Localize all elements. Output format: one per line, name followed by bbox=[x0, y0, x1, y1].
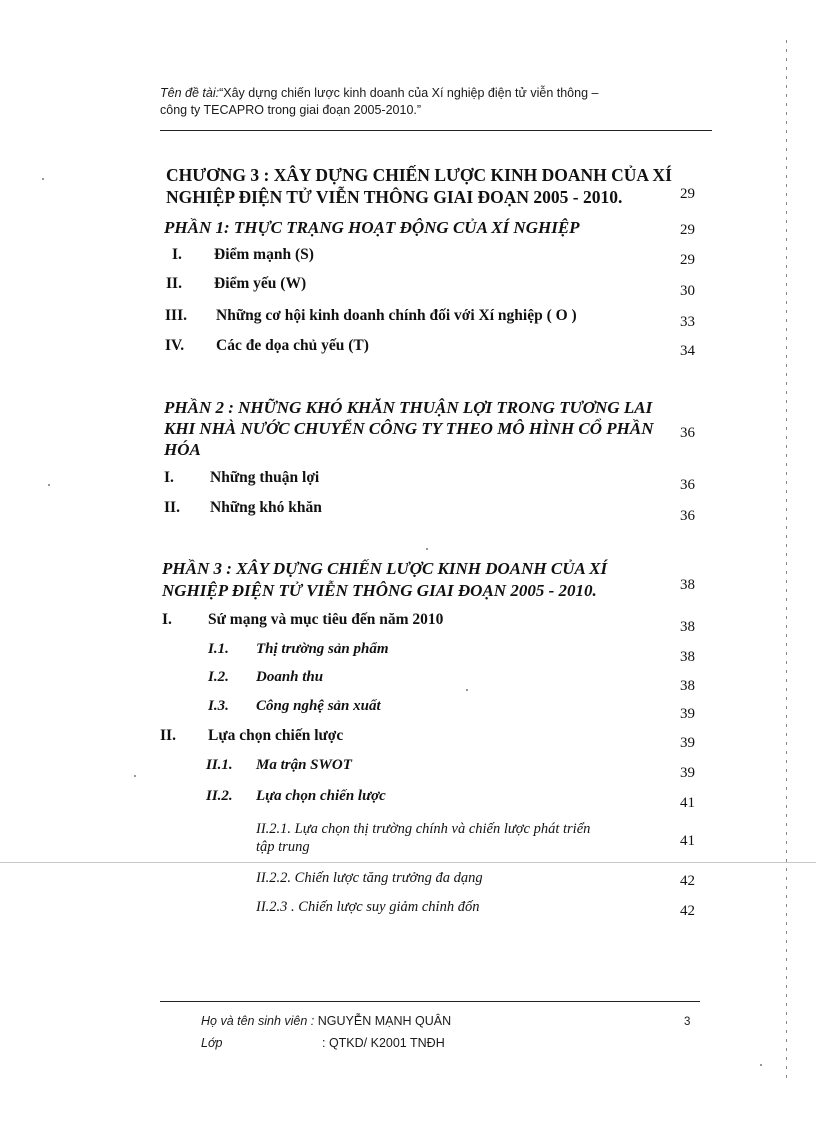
part-3-page: 38 bbox=[680, 577, 695, 593]
part-3-sec-1-item-1-num: I.1. bbox=[208, 641, 229, 657]
part-2-item-2-page: 36 bbox=[680, 508, 695, 524]
part-1-item-4-page: 34 bbox=[680, 343, 695, 359]
part-2-item-2-num: II. bbox=[164, 499, 180, 516]
student-class-value: : QTKD/ K2001 TNĐH bbox=[322, 1036, 445, 1050]
part-3-sub-2-label: II.2.2. Chiến lược tăng trưởng đa dạng bbox=[256, 870, 483, 886]
header-rule bbox=[160, 130, 712, 131]
part-2-title-line-3: HÓA bbox=[164, 440, 201, 459]
scan-speck bbox=[134, 775, 136, 777]
part-1-title: PHẦN 1: THỰC TRẠNG HOẠT ĐỘNG CỦA XÍ NGHIỆP bbox=[164, 218, 580, 237]
part-3-title-line-2: NGHIỆP ĐIỆN TỬ VIỄN THÔNG GIAI ĐOẠN 2005 - 2010. bbox=[162, 581, 597, 600]
part-1-item-3-num: III. bbox=[165, 307, 187, 324]
part-1-item-2-page: 30 bbox=[680, 283, 695, 299]
chapter-page: 29 bbox=[680, 186, 695, 202]
part-1-item-1-page: 29 bbox=[680, 252, 695, 268]
part-1-item-3-label: Những cơ hội kinh doanh chính đối với Xí nghiệp ( O ) bbox=[216, 307, 577, 324]
scan-speck bbox=[426, 548, 428, 550]
scan-speck bbox=[466, 689, 468, 691]
part-3-sec-1-page: 38 bbox=[680, 619, 695, 635]
part-1-item-3-page: 33 bbox=[680, 314, 695, 330]
scan-speck bbox=[42, 178, 44, 180]
thesis-title-text-1: “Xây dựng chiến lược kinh doanh của Xí nghiệp điện tử viễn thông – bbox=[219, 86, 599, 100]
student-class-line bbox=[201, 1036, 222, 1050]
part-2-title-line-2: KHI NHÀ NƯỚC CHUYỂN CÔNG TY THEO MÔ HÌNH CỔ PHẦN bbox=[164, 419, 654, 438]
part-1-item-4-label: Các đe dọa chủ yếu (T) bbox=[216, 337, 369, 354]
student-name-line bbox=[201, 1014, 451, 1028]
part-1-item-4-num: IV. bbox=[165, 337, 185, 354]
part-3-title-line-1: PHẦN 3 : XÂY DỰNG CHIẾN LƯỢC KINH DOANH CỦA XÍ bbox=[162, 559, 608, 578]
part-3-sec-1-num: I. bbox=[162, 611, 172, 628]
student-name-label: Họ và tên sinh viên : bbox=[201, 1014, 315, 1028]
part-3-sec-2-item-2-page: 41 bbox=[680, 795, 695, 811]
part-3-sec-1-item-3-num: I.3. bbox=[208, 698, 229, 714]
part-2-item-1-label: Những thuận lợi bbox=[210, 469, 320, 486]
part-3-sec-2-num: II. bbox=[160, 727, 176, 744]
part-3-sec-1-item-1-page: 38 bbox=[680, 649, 695, 665]
part-3-sec-1-item-2-page: 38 bbox=[680, 678, 695, 694]
part-2-title-line-1: PHẦN 2 : NHỮNG KHÓ KHĂN THUẬN LỢI TRONG TƯƠNG LAI bbox=[164, 398, 653, 417]
part-3-sec-1-item-2-label: Doanh thu bbox=[256, 669, 324, 685]
part-3-sec-2-item-2-num: II.2. bbox=[206, 788, 233, 804]
footer-rule bbox=[160, 1001, 700, 1002]
part-3-sec-1-item-1-label: Thị trường sản phẩm bbox=[256, 641, 389, 657]
page-number: 3 bbox=[684, 1016, 691, 1028]
scan-streak bbox=[0, 862, 816, 863]
part-2-item-2-label: Những khó khăn bbox=[210, 499, 322, 516]
part-2-page: 36 bbox=[680, 425, 695, 441]
part-3-sec-2-item-1-page: 39 bbox=[680, 765, 695, 781]
thesis-title-text-2: công ty TECAPRO trong giai đoạn 2005-2010.” bbox=[160, 103, 422, 117]
thesis-title-line-1 bbox=[160, 85, 720, 102]
part-3-sec-1-item-3-page: 39 bbox=[680, 706, 695, 722]
part-1-item-1-num: I. bbox=[172, 246, 182, 263]
part-3-sec-1-item-3-label: Công nghệ sản xuất bbox=[256, 698, 381, 714]
part-3-sub-2-page: 42 bbox=[680, 873, 695, 889]
part-1-item-2-num: II. bbox=[166, 275, 182, 292]
part-2-item-1-num: I. bbox=[164, 469, 174, 486]
part-3-sub-1-page: 41 bbox=[680, 833, 695, 849]
scan-speck bbox=[760, 1064, 762, 1066]
scan-speck bbox=[48, 484, 50, 486]
part-1-item-1-label: Điểm mạnh (S) bbox=[214, 246, 314, 263]
part-3-sec-2-item-1-num: II.1. bbox=[206, 757, 233, 773]
part-3-sub-3-page: 42 bbox=[680, 903, 695, 919]
student-class-label: Lớp bbox=[201, 1036, 223, 1050]
thesis-title-header bbox=[160, 85, 720, 119]
part-3-sec-2-item-1-label: Ma trận SWOT bbox=[256, 757, 352, 773]
chapter-title-line-1: CHƯƠNG 3 : XÂY DỰNG CHIẾN LƯỢC KINH DOANH CỦA XÍ bbox=[166, 165, 672, 185]
part-3-sub-3-label: II.2.3 . Chiến lược suy giảm chỉnh đốn bbox=[256, 899, 480, 915]
part-3-sec-1-label: Sứ mạng và mục tiêu đến năm 2010 bbox=[208, 611, 444, 628]
student-name-value: NGUYỄN MẠNH QUÂN bbox=[317, 1014, 452, 1028]
part-2-item-1-page: 36 bbox=[680, 477, 695, 493]
scan-edge-mark bbox=[786, 40, 787, 1080]
part-3-sub-1-line-2: tập trung bbox=[256, 839, 310, 855]
chapter-title-line-2: NGHIỆP ĐIỆN TỬ VIỄN THÔNG GIAI ĐOẠN 2005 - 2010. bbox=[166, 187, 623, 207]
part-3-sec-2-label: Lựa chọn chiến lược bbox=[208, 727, 344, 744]
thesis-title-label: Tên đề tài: bbox=[160, 86, 220, 100]
part-1-item-2-label: Điểm yếu (W) bbox=[214, 275, 307, 292]
part-1-page: 29 bbox=[680, 222, 695, 238]
part-3-sec-2-page: 39 bbox=[680, 735, 695, 751]
part-3-sub-1-line-1: II.2.1. Lựa chọn thị trường chính và chiến lược phát triển bbox=[256, 821, 591, 837]
part-3-sec-1-item-2-num: I.2. bbox=[208, 669, 229, 685]
part-3-sec-2-item-2-label: Lựa chọn chiến lược bbox=[256, 788, 386, 804]
